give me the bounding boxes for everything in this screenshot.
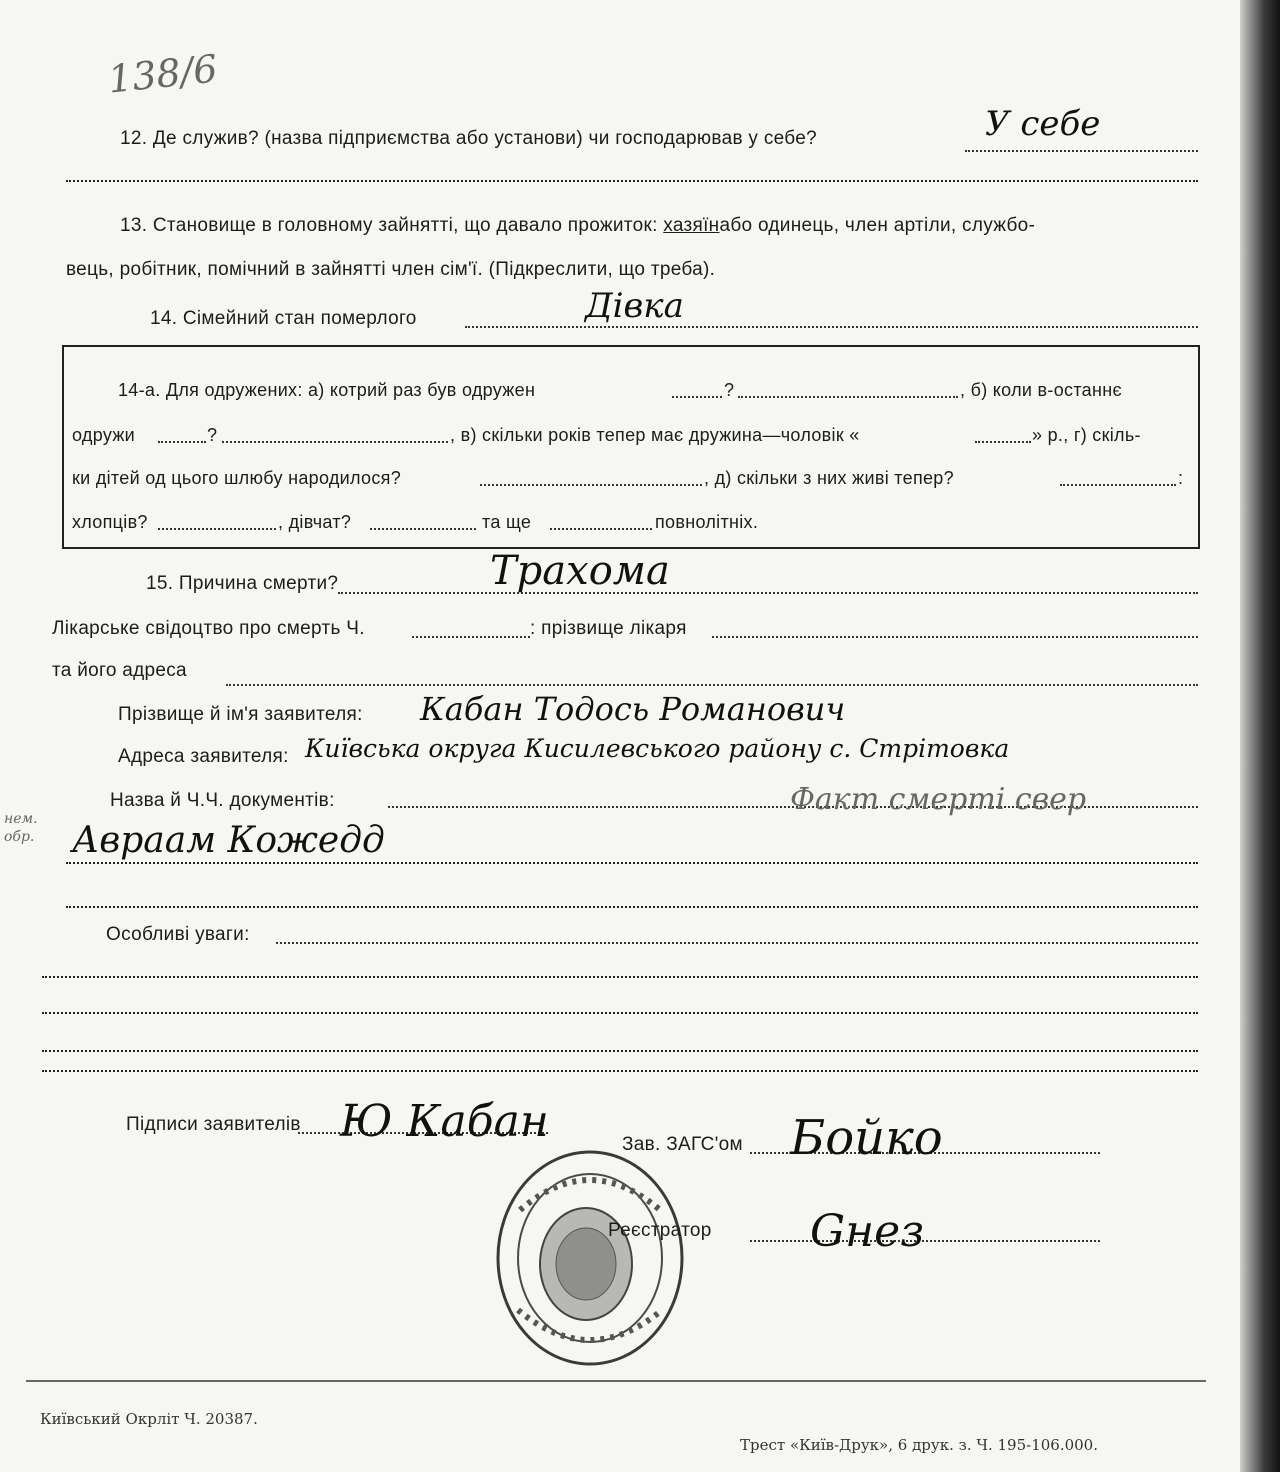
docs-label: Назва й Ч.Ч. документів:: [110, 790, 335, 811]
q13-suffix: або одинець, член артіли, службо-: [719, 215, 1036, 236]
q13-line1: [120, 215, 1035, 237]
docs-value: Факт смерті свер: [790, 782, 1087, 817]
q15-line: [338, 592, 1198, 594]
official-seal-stamp: [490, 1140, 690, 1370]
margin-note: нем. обр.: [4, 811, 38, 845]
q12-answer: У себе: [985, 104, 1101, 144]
q14a-boys-label: хлопців?: [72, 512, 148, 532]
applicant-address-value: Київська округа Кисилевського району с. Стрітовка: [305, 734, 1010, 763]
q14a-line1: [118, 380, 535, 401]
remarks-extra-line: [42, 1050, 1198, 1052]
registrar-signature: Gнез: [810, 1206, 925, 1257]
q14a-children-label: ки дітей од цього шлюбу народилося?: [72, 468, 402, 488]
applicant-address-label: Адреса заявителя:: [118, 746, 289, 767]
q14a-alive-label: , д) скільки з них живі тепер?: [704, 468, 954, 488]
head-sign-label: Зав. ЗАГС'ом: [622, 1134, 743, 1155]
remarks-extra-line: [42, 1012, 1198, 1014]
q13-prefix: 13. Становище в головному зайнятті, що давало прожиток:: [120, 215, 658, 236]
q14a-line: [158, 441, 206, 443]
footer-printer-right: Трест «Київ-Друк», 6 друк. з. Ч. 195-106.000.: [740, 1436, 1098, 1454]
remarks-extra-line: [42, 976, 1198, 978]
applicant-name-label: Прізвище й ім'я заявителя:: [118, 704, 363, 725]
q14a-adults-label: повнолітніх.: [655, 512, 759, 532]
remarks-extra-line: [42, 1070, 1198, 1072]
registrar-sign-line: [750, 1240, 1100, 1242]
q14a-a-label: 14-а. Для одружених: а) котрий раз був одружен: [118, 380, 536, 400]
q14a-b-label: , б) коли в-останнє: [960, 380, 1122, 400]
docs-extra-line: [66, 906, 1198, 908]
q14a-line: [222, 441, 448, 443]
q14a-line: [158, 528, 276, 530]
applicants-sign-label: Підписи заявителів: [126, 1114, 301, 1135]
q12-extra-line: [66, 180, 1198, 182]
q14a-line: [370, 528, 476, 530]
footer-rule: [26, 1380, 1206, 1382]
doctor-name-label: : прізвище лікаря: [530, 618, 687, 639]
q14a-line: [480, 484, 702, 486]
q14a-line: [738, 396, 958, 398]
q14a-colon: :: [1178, 468, 1184, 488]
doctor-cert-label: Лікарське свідоцтво про смерть Ч.: [52, 618, 365, 639]
applicants-signature: Ю Кабан: [340, 1096, 549, 1147]
doctor-address-label: та його адреса: [52, 660, 187, 681]
q14a-q1: ?: [724, 380, 735, 400]
q14a-d-label: » р., г) скіль-: [1032, 425, 1141, 445]
q14a-line: [975, 441, 1031, 443]
q14a-c-label: , в) скільки років тепер має дружина—чоловік «: [450, 425, 860, 445]
doctor-address-line: [226, 684, 1198, 686]
extra-docs-value: Авраам Кожедд: [72, 820, 385, 861]
registrar-sign-label: Реєстратор: [608, 1220, 712, 1241]
head-signature: Бойко: [790, 1110, 943, 1166]
q14a-line: [672, 396, 722, 398]
q14a-girls-label: , дівчат?: [278, 512, 352, 532]
book-spine: [1240, 0, 1280, 1472]
q14-line: [465, 326, 1198, 328]
archive-number: 138/6: [106, 46, 220, 102]
q15-answer: Трахома: [490, 548, 670, 594]
applicant-name-value: Кабан Тодось Романович: [420, 690, 846, 728]
q14a-more-label: та ще: [482, 512, 532, 532]
q14a-q2: ?: [207, 425, 218, 445]
doctor-cert-line: [412, 636, 530, 638]
q14-label: 14. Сімейний стан померлого: [150, 308, 417, 329]
q13-line2: вець, робітник, помічний в зайнятті член сім'ї. (Підкреслити, що треба).: [66, 259, 716, 280]
remarks-label: Особливі уваги:: [106, 924, 250, 945]
remarks-line: [276, 942, 1198, 944]
footer-printer-left: Київський Окрліт Ч. 20387.: [40, 1410, 258, 1428]
q14a-box: [62, 345, 1200, 549]
q14-answer: Дівка: [585, 286, 684, 326]
q13-selected-status: хазяїн: [663, 215, 720, 236]
doctor-name-line: [712, 636, 1198, 638]
q12-label: 12. Де служив? (назва підприємства або установи) чи господарював у себе?: [120, 128, 817, 149]
q15-label: 15. Причина смерти?: [146, 573, 339, 594]
docs-extra-line: [66, 862, 1198, 864]
q14a-marry-label: одружи: [72, 425, 136, 445]
q14a-line: [1060, 484, 1176, 486]
q12-line: [965, 150, 1198, 152]
q14a-line: [550, 528, 652, 530]
